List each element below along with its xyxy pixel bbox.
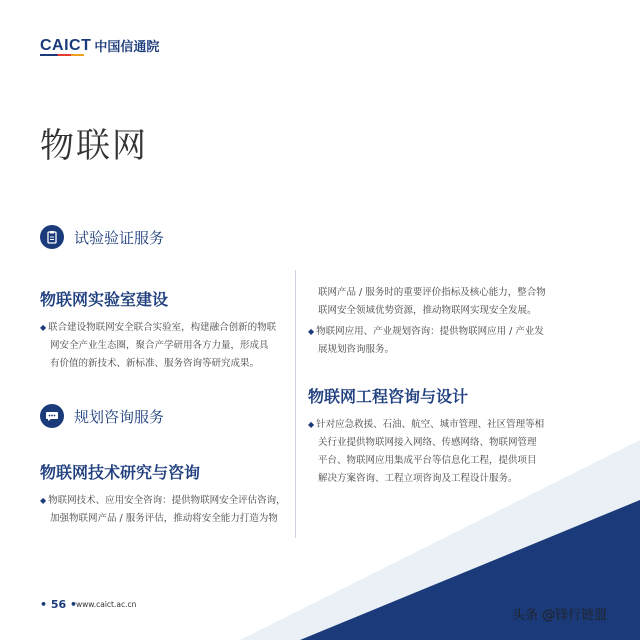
footer-url[interactable]: www.caict.ac.cn — [76, 600, 137, 609]
bullet-text: 网安全产业生态圈，聚合产学研用各方力量，形成具 — [50, 340, 269, 351]
bullet-text: 联网产品 / 服务时的重要评价指标及核心能力，整合物 — [318, 287, 546, 298]
page-number: • 56 • — [40, 598, 78, 611]
bullet-text: 关行业提供物联网接入网络、传感网络、物联网管理 — [318, 437, 537, 448]
bullet-text: 加强物联网产品 / 服务评估，推动将安全能力打造为物 — [50, 513, 278, 524]
diamond-bullet-icon: ◆ — [40, 323, 47, 332]
bullet-text: 解决方案咨询、工程立项咨询及工程设计服务。 — [318, 473, 518, 484]
bullet-text: 有价值的新技术、新标准、服务咨询等研究成果。 — [50, 358, 260, 369]
bullet-text: 联网安全领域优势资源，推动物联网实现安全发展。 — [318, 305, 537, 316]
diamond-bullet-icon: ◆ — [308, 420, 315, 429]
bullet-text: 展规划咨询服务。 — [318, 344, 395, 355]
page-number-value: 56 — [50, 598, 67, 611]
watermark: 头条 @锋行链盟 — [512, 608, 608, 623]
diamond-bullet-icon: ◆ — [40, 496, 47, 505]
bullet-text: 物联网应用、产业规划咨询：提供物联网应用 / 产业发 — [316, 326, 544, 337]
diamond-bullet-icon: ◆ — [308, 327, 315, 336]
subtitle-lab: 物联网实验室建设 — [40, 290, 169, 309]
page-title: 物联网 — [40, 126, 148, 166]
subtitle-engineering: 物联网工程咨询与设计 — [308, 387, 469, 406]
section-label-testing: 试验验证服务 — [74, 228, 165, 247]
bullet-text: 平台、物联网应用集成平台等信息化工程，提供项目 — [318, 455, 537, 466]
subtitle-research: 物联网技术研究与咨询 — [40, 463, 201, 482]
logo-cn-text: 中国信通院 — [94, 40, 160, 55]
bullet-text: 物联网技术、应用安全咨询：提供物联网安全评估咨询， — [48, 495, 286, 506]
bullet-text: 针对应急救援、石油、航空、城市管理、社区管理等相 — [316, 419, 545, 430]
bullet-text: 联合建设物联网安全联合实验室，构建融合创新的物联 — [48, 322, 277, 333]
section-label-consulting: 规划咨询服务 — [74, 407, 165, 426]
logo-caict-text: CAICT — [40, 36, 92, 54]
